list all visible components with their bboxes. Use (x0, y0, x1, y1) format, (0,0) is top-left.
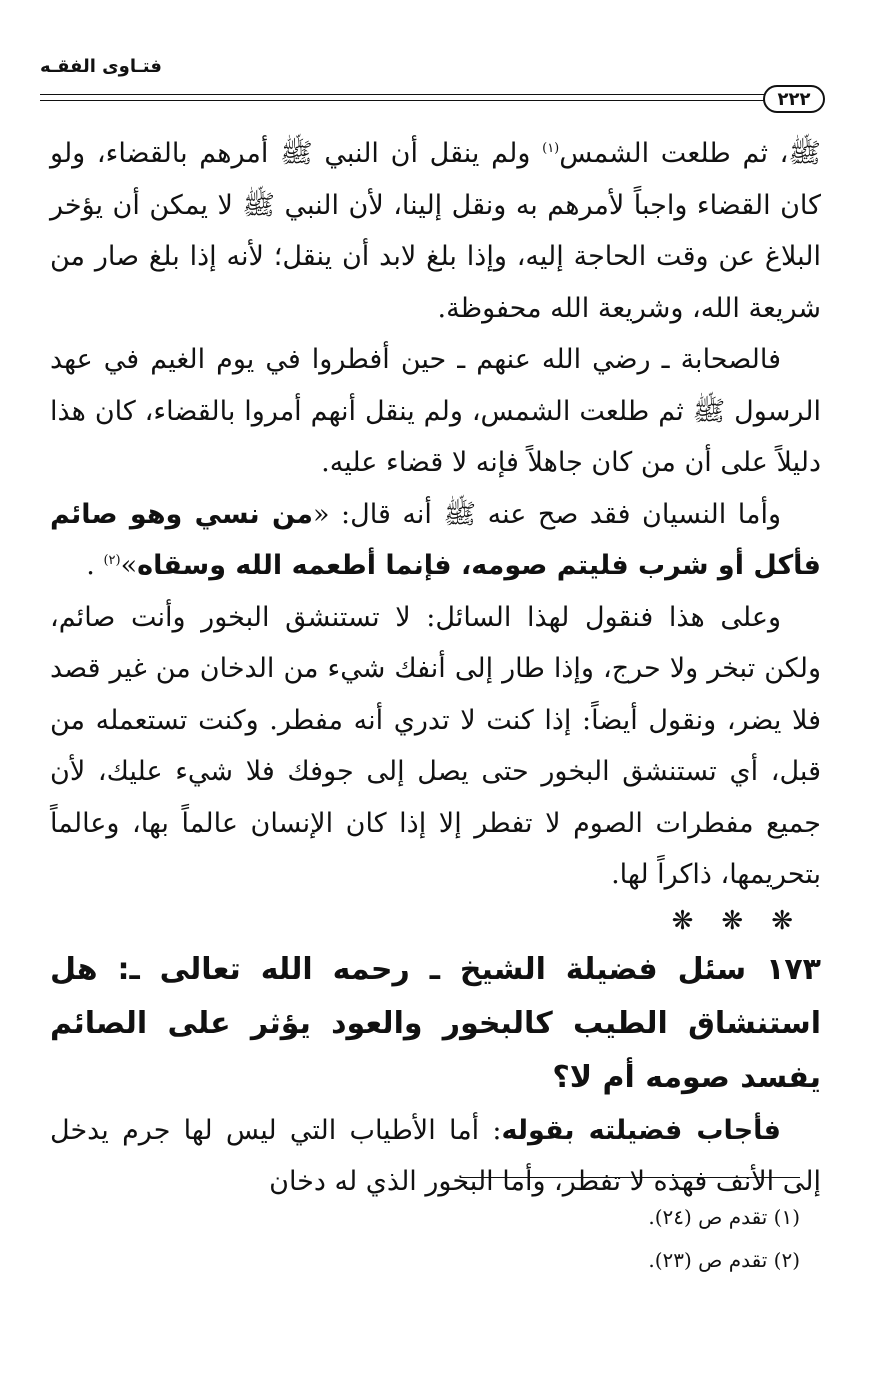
paragraph-text: وأما النسيان فقد صح عنه ﷺ أنه قال: « (312, 498, 781, 530)
paragraph-text: . (86, 550, 104, 581)
paragraph (50, 1105, 821, 1208)
paragraph-text: : أما الأطياب التي ليس لها جرم يدخل إلى الأنف فهذه لا تفطر، وأما البخور الذي له دخان (50, 1114, 821, 1197)
footnote-item: (١) تقدم ص (٢٤). (648, 1205, 800, 1229)
paragraph-text: ولم ينقل أن النبي ﷺ أمرهم بالقضاء، ولو كان القضاء واجباً لأمرهم به ونقل إلينا، لأن النبي ﷺ لا يمكن أن يؤخر البلاغ عن وقت الحاجة إليه، وإذا بلغ لابد أن ينقل؛ لأنه إذا بلغ صار من شريعة الله، وشريعة الله محفوظة. (50, 138, 821, 324)
footnote-rule (460, 1177, 800, 1178)
paragraph-text: ﷺ، ثم طلعت الشمس (559, 138, 821, 169)
footnotes (648, 1196, 800, 1282)
body-text (50, 128, 821, 1208)
quote-mark: » (120, 550, 138, 581)
question-heading: ١٧٣ سئل فضيلة الشيخ ـ رحمه الله تعالى ـ: هل استنشاق الطيب كالبخور والعود يؤثر على الصائم يفسد صومه أم لا؟ (50, 951, 821, 1095)
running-title: فتـاوى الفقـه (40, 56, 162, 77)
footnote-item: (٢) تقدم ص (٢٣). (648, 1248, 800, 1272)
hadith-quote: من نسي وهو صائم فأكل أو شرب فليتم صومه، فإنما أطعمه الله وسقاه (50, 498, 821, 581)
answer-lead: فأجاب فضيلته بقوله (501, 1114, 781, 1146)
page-number: ٢٢٢ (763, 85, 825, 113)
footnote-ref[interactable]: (٢) (103, 553, 121, 568)
section-separator: ❋❋❋ (671, 905, 821, 936)
header-rule (40, 94, 769, 95)
header-rule-double (40, 100, 769, 101)
paragraph (50, 128, 821, 334)
paragraph: وعلى هذا فنقول لهذا السائل: لا تستنشق البخور وأنت صائم، ولكن تبخر ولا حرج، وإذا طار إلى أنفك شيء من الدخان من غير قصد فلا يضر، ونقول أيضاً: إذا كنت لا تدري أنه مفطر. وكنت تستعمله من قبل، أي تستنشق البخور حتى يصل إلى جوفك فلا شيء عليك، لأن جميع مفطرات الصوم لا تفطر إلا إذا كان الإنسان عالماً بها، وعالماً بتحريمها، ذاكراً لها. (50, 601, 821, 890)
footnote-ref[interactable]: (١) (542, 141, 560, 156)
paragraph: فالصحابة ـ رضي الله عنهم ـ حين أفطروا في يوم الغيم في عهد الرسول ﷺ ثم طلعت الشمس، ولم ينقل أنهم أمروا بالقضاء، كان هذا دليلاً على أن من كان جاهلاً فإنه لا قضاء عليه. (50, 344, 821, 478)
paragraph (50, 489, 821, 592)
